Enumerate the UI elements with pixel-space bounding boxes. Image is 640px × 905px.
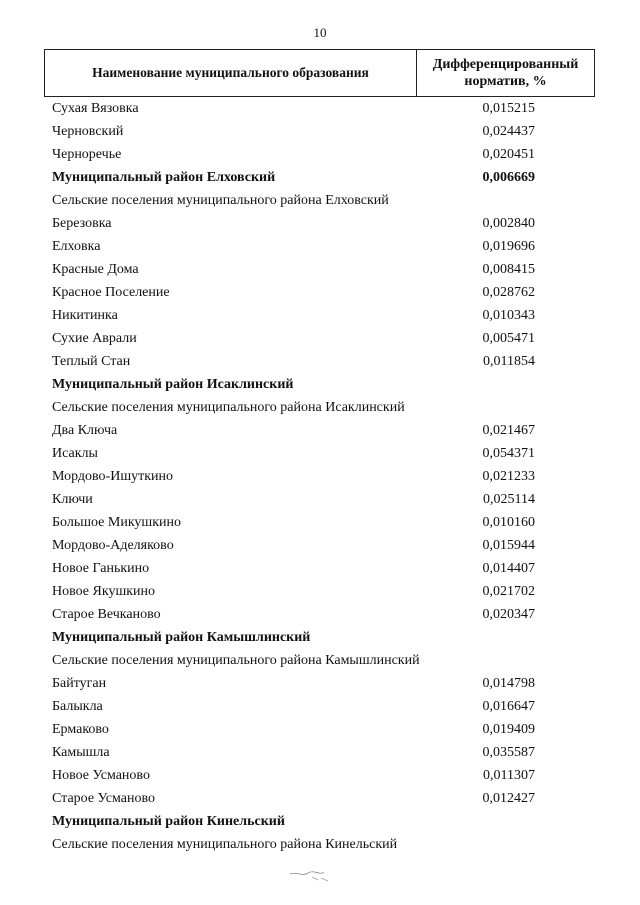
table-row bbox=[44, 695, 595, 718]
table-row bbox=[44, 143, 595, 166]
row-value: 0,021233 bbox=[482, 468, 535, 484]
header-name-column: Наименование муниципального образования bbox=[45, 50, 417, 96]
table-row bbox=[44, 534, 595, 557]
row-value: 0,021467 bbox=[482, 422, 535, 438]
row-name: Теплый Стан bbox=[52, 353, 131, 369]
row-name: Никитинка bbox=[52, 307, 118, 323]
table-row bbox=[44, 258, 595, 281]
row-value: 0,021702 bbox=[482, 583, 535, 599]
row-name: Муниципальный район Исаклинский bbox=[52, 376, 294, 392]
row-name: Сельские поселения муниципального района Исаклинский bbox=[52, 399, 405, 415]
row-name: Два Ключа bbox=[52, 422, 118, 438]
row-value: 0,016647 bbox=[482, 698, 535, 714]
row-value: 0,028762 bbox=[482, 284, 535, 300]
row-name: Елховка bbox=[52, 238, 101, 254]
row-name: Сельские поселения муниципального района Кинельский bbox=[52, 836, 398, 852]
district-row bbox=[44, 626, 595, 649]
row-value: 0,035587 bbox=[482, 744, 535, 760]
table-row bbox=[44, 580, 595, 603]
row-value: 0,011854 bbox=[483, 353, 535, 369]
row-name: Ключи bbox=[52, 491, 93, 507]
row-value: 0,025114 bbox=[483, 491, 535, 507]
row-name: Сухие Аврали bbox=[52, 330, 137, 346]
row-name: Муниципальный район Камышлинский bbox=[52, 629, 311, 645]
district-row bbox=[44, 810, 595, 833]
row-name: Сельские поселения муниципального района Елховский bbox=[52, 192, 389, 208]
table-row bbox=[44, 718, 595, 741]
subheader-row bbox=[44, 833, 595, 856]
row-value: 0,011307 bbox=[483, 767, 535, 783]
row-name: Новое Якушкино bbox=[52, 583, 156, 599]
table-row bbox=[44, 741, 595, 764]
row-value: 0,014798 bbox=[482, 675, 535, 691]
subheader-row bbox=[44, 189, 595, 212]
table-body bbox=[44, 97, 595, 856]
row-value: 0,010343 bbox=[482, 307, 535, 323]
row-name: Старое Вечканово bbox=[52, 606, 161, 622]
row-value: 0,012427 bbox=[482, 790, 535, 806]
row-value: 0,005471 bbox=[482, 330, 535, 346]
row-name: Старое Усманово bbox=[52, 790, 155, 806]
row-name: Сухая Вязовка bbox=[52, 100, 139, 116]
subheader-row bbox=[44, 649, 595, 672]
row-name: Новое Усманово bbox=[52, 767, 150, 783]
row-value: 0,020347 bbox=[482, 606, 535, 622]
row-value: 0,015944 bbox=[482, 537, 535, 553]
row-value: 0,010160 bbox=[482, 514, 535, 530]
row-name: Сельские поселения муниципального района Камышлинский bbox=[52, 652, 420, 668]
row-value: 0,006669 bbox=[482, 169, 535, 185]
row-name: Муниципальный район Кинельский bbox=[52, 813, 285, 829]
row-value: 0,054371 bbox=[482, 445, 535, 461]
table-row bbox=[44, 281, 595, 304]
table-row bbox=[44, 787, 595, 810]
page-number: 10 bbox=[313, 25, 327, 40]
table-row bbox=[44, 235, 595, 258]
row-name: Байтуган bbox=[52, 675, 107, 691]
row-name: Черноречье bbox=[52, 146, 122, 162]
row-value: 0,020451 bbox=[482, 146, 535, 162]
table-row bbox=[44, 764, 595, 787]
row-value: 0,015215 bbox=[482, 100, 535, 116]
row-name: Большое Микушкино bbox=[52, 514, 182, 530]
row-name: Исаклы bbox=[52, 445, 98, 461]
table-row bbox=[44, 350, 595, 373]
table-row bbox=[44, 672, 595, 695]
allocation-table bbox=[44, 49, 595, 856]
row-value: 0,019409 bbox=[482, 721, 535, 737]
row-name: Балыкла bbox=[52, 698, 103, 714]
row-name: Березовка bbox=[52, 215, 112, 231]
row-name: Мордово-Ишуткино bbox=[52, 468, 174, 484]
header-value-column: Дифференцированный норматив, % bbox=[432, 57, 579, 89]
table-row bbox=[44, 442, 595, 465]
row-value: 0,024437 bbox=[482, 123, 535, 139]
row-value: 0,002840 bbox=[482, 215, 535, 231]
row-name: Новое Ганькино bbox=[52, 560, 150, 576]
table-row bbox=[44, 327, 595, 350]
table-row bbox=[44, 465, 595, 488]
table-row bbox=[44, 419, 595, 442]
row-name: Муниципальный район Елховский bbox=[52, 169, 276, 185]
table-row bbox=[44, 488, 595, 511]
table-row bbox=[44, 120, 595, 143]
row-name: Ермаково bbox=[52, 721, 109, 737]
row-value: 0,019696 bbox=[482, 238, 535, 254]
district-row bbox=[44, 166, 595, 189]
row-name: Мордово-Аделяково bbox=[52, 537, 174, 553]
row-value: 0,008415 bbox=[482, 261, 535, 277]
table-row bbox=[44, 511, 595, 534]
table-row bbox=[44, 97, 595, 120]
scan-artifact bbox=[288, 868, 334, 882]
row-name: Красное Поселение bbox=[52, 284, 170, 300]
row-name: Камышла bbox=[52, 744, 110, 760]
row-name: Красные Дома bbox=[52, 261, 139, 277]
table-row bbox=[44, 304, 595, 327]
subheader-row bbox=[44, 396, 595, 419]
table-row bbox=[44, 212, 595, 235]
district-row bbox=[44, 373, 595, 396]
row-name: Черновский bbox=[52, 123, 124, 139]
table-row bbox=[44, 603, 595, 626]
table-row bbox=[44, 557, 595, 580]
table-header bbox=[44, 49, 595, 97]
row-value: 0,014407 bbox=[482, 560, 535, 576]
